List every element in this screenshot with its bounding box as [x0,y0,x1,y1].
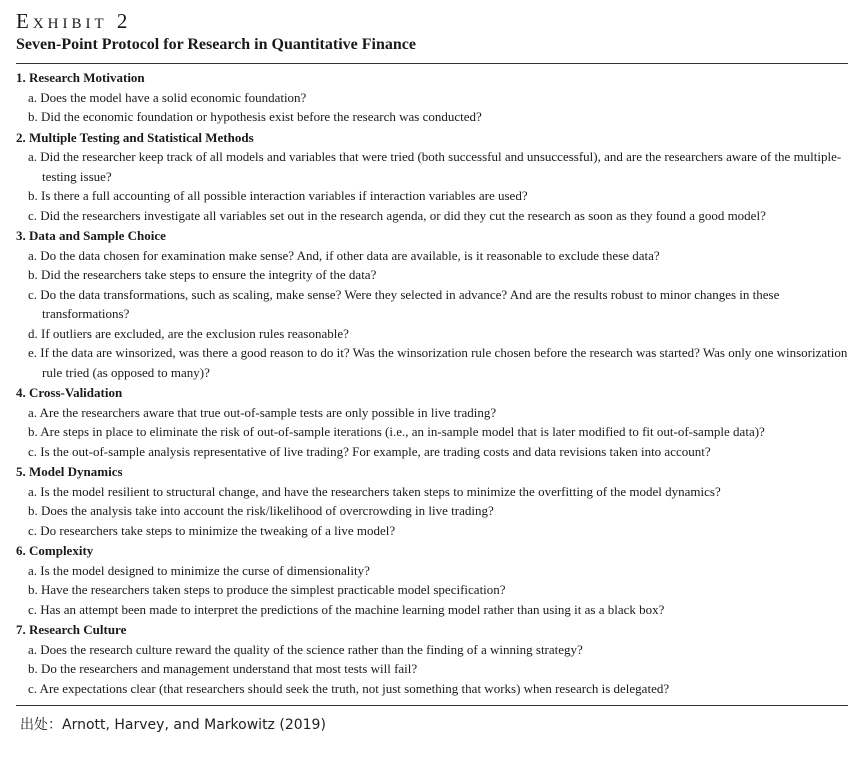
protocol-question [16,107,848,127]
question-text: b. Do the researchers and management understand that most tests will fail? [28,661,418,676]
protocol-sections [16,64,848,705]
section-heading: 1. Research Motivation [16,70,145,85]
protocol-question [16,88,848,108]
question-text: c. Has an attempt been made to interpret the predictions of the machine learning model rather than using it as a black box? [28,601,665,617]
protocol-question [16,147,848,186]
question-text: b. Have the researchers taken steps to produce the simplest practicable model specification? [28,582,506,597]
protocol-question [16,600,848,620]
question-text: c. Is the out-of-sample analysis representative of live trading? For example, are trading costs and data revisions taken into account? [28,443,711,459]
protocol-section [16,68,848,127]
section-heading: 2. Multiple Testing and Statistical Methods [16,129,254,145]
protocol-section [16,383,848,461]
question-text: b. Is there a full accounting of all possible interaction variables if interaction variables are used? [28,188,528,203]
question-text: b. Did the researchers take steps to ensure the integrity of the data? [28,267,377,282]
protocol-question [16,422,848,442]
question-text: a. Are the researchers aware that true out-of-sample tests are only possible in live trading? [28,404,497,420]
protocol-question [16,640,848,660]
protocol-question [16,521,848,541]
protocol-question [16,679,848,699]
question-text: a. Is the model designed to minimize the curse of dimensionality? [28,562,370,578]
protocol-question [16,442,848,462]
protocol-section [16,620,848,698]
protocol-question [16,324,848,344]
question-text: b. Did the economic foundation or hypothesis exist before the research was conducted? [28,109,482,124]
protocol-question [16,285,848,324]
protocol-section [16,128,848,226]
protocol-question [16,343,848,382]
question-text: c. Are expectations clear (that researchers should seek the truth, not just something that works) when research is delegated? [28,680,670,696]
question-text: c. Do the data transformations, such as scaling, make sense? Were they selected in advance? And are the results robust to minor changes in these transformations? [28,286,780,321]
question-text: d. If outliers are excluded, are the exclusion rules reasonable? [28,325,349,341]
question-text: a. Did the researcher keep track of all models and variables that were tried (both successful and unsuccessful), and are the researchers aware of the multiple-testing issue? [28,149,842,184]
protocol-question [16,186,848,206]
protocol-question [16,580,848,600]
protocol-section [16,226,848,382]
protocol-section [16,541,848,619]
section-heading: 5. Model Dynamics [16,464,123,479]
section-heading: 6. Complexity [16,543,94,558]
protocol-question [16,659,848,679]
question-text: b. Are steps in place to eliminate the risk of out-of-sample iterations (i.e., an in-sample model that is later modified to fit out-of-sample data)? [28,424,765,439]
question-text: b. Does the analysis take into account the risk/likelihood of overcrowding in live trading? [28,503,494,518]
protocol-question [16,265,848,285]
protocol-question [16,403,848,423]
bottom-rule [16,705,848,706]
exhibit-container [16,8,848,735]
question-text: e. If the data are winsorized, was there a good reason to do it? Was the winsorization rule chosen before the research was started? Was only one winsorization rule tried (as opposed to many)? [28,345,848,380]
question-text: a. Do the data chosen for examination make sense? And, if other data are available, is it reasonable to exclude these data? [28,247,660,263]
protocol-question [16,482,848,502]
protocol-question [16,206,848,226]
question-text: a. Does the model have a solid economic foundation? [28,89,307,105]
section-heading: 3. Data and Sample Choice [16,228,166,243]
question-text: a. Is the model resilient to structural change, and have the researchers taken steps to minimize the overfitting of the model dynamics? [28,483,721,499]
question-text: c. Do researchers take steps to minimize the tweaking of a live model? [28,522,396,538]
section-heading: 7. Research Culture [16,622,127,637]
protocol-question [16,561,848,581]
protocol-question [16,246,848,266]
source-note: 出处：Arnott, Harvey, and Markowitz (2019) [20,717,326,733]
section-heading: 4. Cross-Validation [16,385,123,400]
exhibit-title: Seven-Point Protocol for Research in Quantitative Finance [16,36,416,53]
question-text: c. Did the researchers investigate all variables set out in the research agenda, or did they cut the research as soon as they found a good model? [28,207,766,223]
exhibit-label: Exhibit 2 [16,9,132,33]
question-text: a. Does the research culture reward the quality of the science rather than the finding of a winning strategy? [28,641,583,657]
protocol-question [16,501,848,521]
protocol-section [16,462,848,540]
